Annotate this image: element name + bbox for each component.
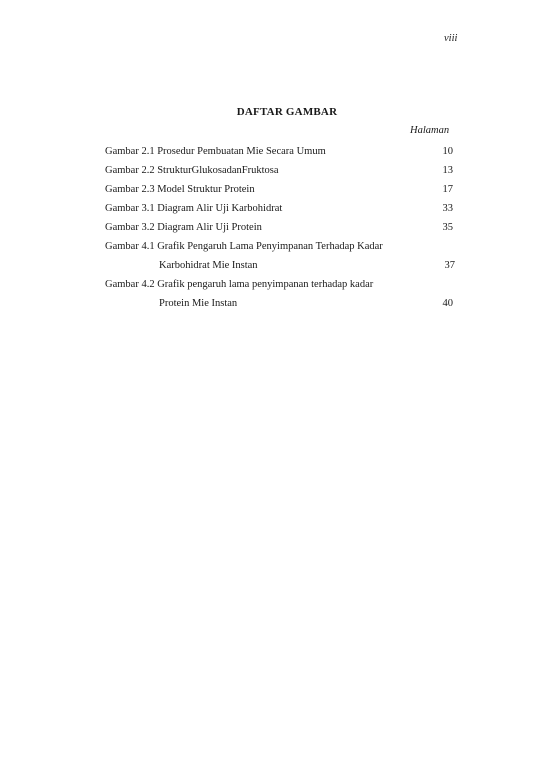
figure-entry-label: Gambar 3.1 Diagram Alir Uji Karbohidrat bbox=[105, 203, 283, 214]
figure-entry bbox=[105, 237, 465, 256]
figure-entry bbox=[105, 218, 465, 237]
figure-entry-page: 17 bbox=[442, 184, 453, 195]
figure-entry-page: 10 bbox=[442, 146, 453, 157]
figure-entry-continuation bbox=[105, 294, 465, 313]
figure-entry-page: 35 bbox=[442, 222, 453, 233]
figure-entry-label: Gambar 4.1 Grafik Pengaruh Lama Penyimpanan Terhadap Kadar bbox=[105, 241, 383, 252]
figure-entry-page: 13 bbox=[442, 165, 453, 176]
figure-entry-page: 37 bbox=[444, 260, 455, 271]
figure-entry-page: 33 bbox=[442, 203, 453, 214]
figure-entry-label: Gambar 2.3 Model Struktur Protein bbox=[105, 184, 255, 195]
figure-entry bbox=[105, 275, 465, 294]
figure-entry bbox=[105, 161, 465, 180]
figure-entry-label: Gambar 4.2 Grafik pengaruh lama penyimpanan terhadap kadar bbox=[105, 279, 374, 290]
figure-entry bbox=[105, 180, 465, 199]
figure-entry-continuation-label: Protein Mie Instan bbox=[159, 298, 238, 309]
page-title: DAFTAR GAMBAR bbox=[236, 106, 338, 118]
figure-entry-label: Gambar 3.2 Diagram Alir Uji Protein bbox=[105, 222, 262, 233]
figure-list bbox=[105, 142, 465, 313]
figure-entry bbox=[105, 142, 465, 161]
figure-entry-label: Gambar 2.1 Prosedur Pembuatan Mie Secara Umum bbox=[105, 146, 326, 157]
figure-entry-continuation-label: Karbohidrat Mie Instan bbox=[159, 260, 258, 271]
figure-entry-page: 40 bbox=[442, 298, 453, 309]
figure-entry bbox=[105, 199, 465, 218]
figure-entry-continuation bbox=[105, 256, 465, 275]
figure-entry-label: Gambar 2.2 StrukturGlukosadanFruktosa bbox=[105, 165, 279, 176]
page-column-header: Halaman bbox=[410, 125, 450, 136]
page-number: viii bbox=[444, 33, 458, 44]
